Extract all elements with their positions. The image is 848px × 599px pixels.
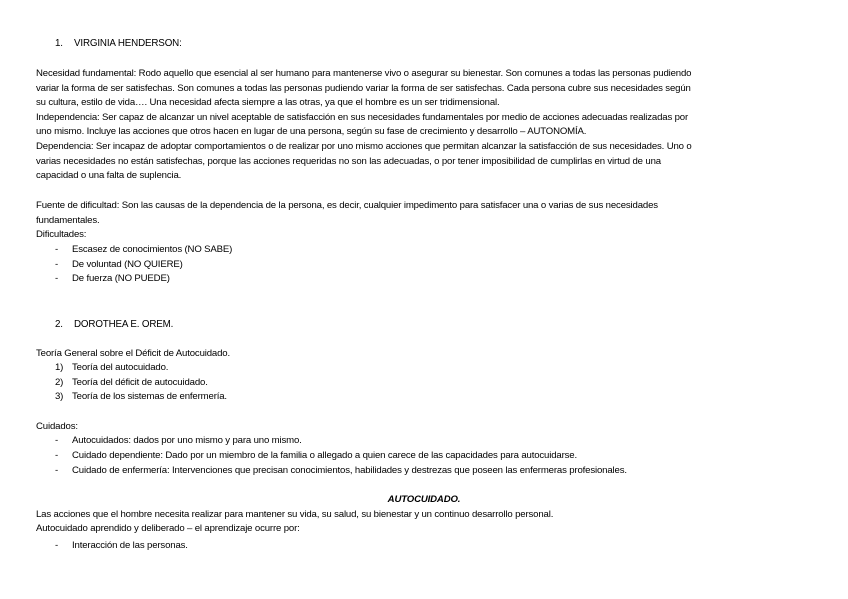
list-bullet: - [55, 273, 59, 285]
teoria-number: 3) [55, 391, 64, 403]
autocuidado-title: AUTOCUIDADO. [387, 494, 461, 505]
list-bullet: - [55, 540, 59, 551]
dificultad-item: Escasez de conocimientos (NO SABE) [72, 244, 233, 255]
cuidado-item: Autocuidados: dados por uno mismo y para uno mismo. [72, 435, 302, 447]
dificultad-item: De voluntad (NO QUIERE) [72, 258, 183, 270]
list-bullet: - [55, 435, 59, 447]
section-1-title: VIRGINIA HENDERSON: [74, 38, 182, 49]
paragraph-line: capacidad o una falta de suplencia. [36, 170, 182, 182]
teoria-number: 1) [55, 362, 64, 373]
section-1-number: 1. [55, 38, 63, 49]
aprendizaje-item: Interacción de las personas. [72, 540, 188, 551]
dificultades-label: Dificultades: [36, 229, 87, 241]
list-bullet: - [55, 244, 59, 255]
teoria-item: Teoría del déficit de autocuidado. [72, 376, 208, 388]
section-2-number: 2. [55, 319, 63, 330]
list-bullet: - [55, 450, 59, 461]
paragraph-line: Fuente de dificultad: Son las causas de la dependencia de la persona, es decir, cualquier impedimento para satisfacer una o varias de sus necesidades [36, 200, 658, 211]
paragraph-line: uno mismo. Incluye las acciones que otros hacen en lugar de una persona, según su fase de crecimiento y desarrollo – AUTONOMÍA. [36, 126, 587, 138]
paragraph-line: variar la forma de ser satisfechas. Son comunes a todas las personas pudiendo variar la forma de ser satisfechas. Cada persona cubre sus necesidades según [36, 82, 691, 94]
paragraph-line: varias necesidades no están satisfechas, porque las acciones requeridas no son las adecuadas, o por tener imposibilidad de cumplirlas en virtud de una [36, 155, 661, 167]
paragraph-line: Necesidad fundamental: Rodo aquello que esencial al ser humano para mantenerse vivo o asegurar su bienestar. Son comunes a todas las personas pudiendo [36, 68, 692, 79]
independencia-paragraph [36, 111, 816, 140]
dificultad-item: De fuerza (NO PUEDE) [72, 273, 170, 285]
necesidad-fundamental-paragraph [36, 67, 816, 111]
cuidado-item: Cuidado de enfermería: Intervenciones que precisan conocimientos, habilidades y destrezas que poseen las enfermeras profesionales. [72, 464, 627, 476]
section-1-heading [55, 37, 63, 52]
section-2-title: DOROTHEA E. OREM. [74, 319, 174, 330]
cuidados-label: Cuidados: [36, 420, 78, 432]
paragraph-line: Dependencia: Ser incapaz de adoptar comportamientos o de realizar por uno mismo acciones que permitan alcanzar la satisfacción de sus necesidades. Uno o [36, 141, 692, 152]
teoria-item: Teoría del autocuidado. [72, 362, 169, 373]
paragraph-line: Independencia: Ser capaz de alcanzar un nivel aceptable de satisfacción en sus necesidades fundamentales por medio de acciones adecuadas realizadas por [36, 111, 689, 123]
list-bullet: - [55, 464, 59, 476]
teoria-general: Teoría General sobre el Déficit de Autocuidado. [36, 347, 231, 359]
autocuidado-paragraph [36, 508, 816, 537]
paragraph-line: su cultura, estilo de vida…. Una necesidad afecta siempre a las otras, ya que el hombre es un ser tridimensional. [36, 97, 500, 109]
cuidado-item: Cuidado dependiente: Dado por un miembro de la familia o allegado a quien carece de las capacidades para autocuidarse. [72, 450, 577, 461]
paragraph-line: Las acciones que el hombre necesita realizar para mantener su vida, su salud, su bienestar y un continuo desarrollo personal. [36, 508, 554, 520]
dependencia-paragraph [36, 140, 816, 184]
teoria-number: 2) [55, 376, 64, 388]
fuente-dificultad-paragraph [36, 199, 816, 228]
teoria-item: Teoría de los sistemas de enfermería. [72, 391, 227, 403]
paragraph-line: Autocuidado aprendido y deliberado – el aprendizaje ocurre por: [36, 523, 300, 535]
list-bullet: - [55, 258, 59, 270]
paragraph-line: fundamentales. [36, 214, 100, 226]
